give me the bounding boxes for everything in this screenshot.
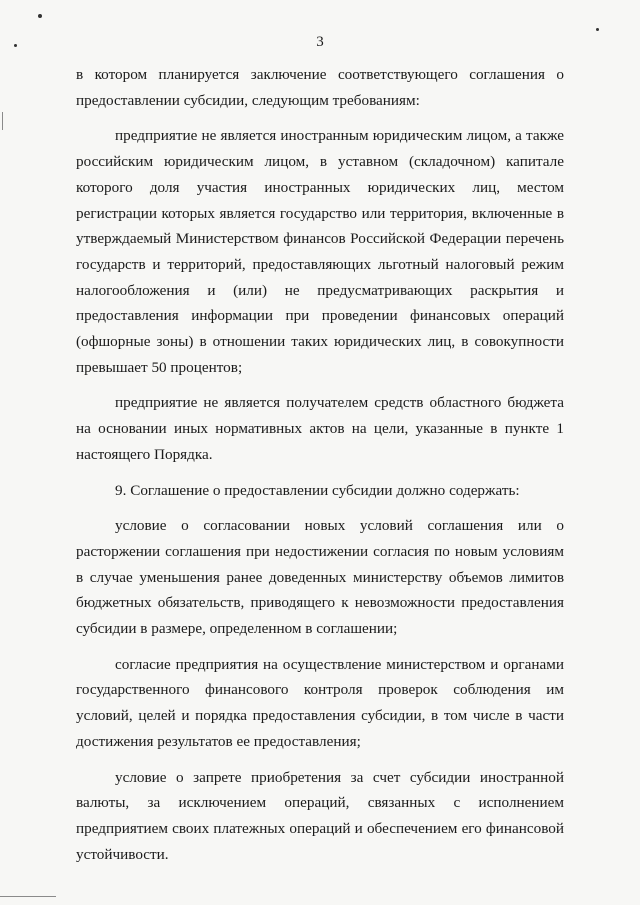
page-number: 3	[316, 34, 324, 50]
paragraph-foreign-entity-requirement: предприятие не является иностранным юридическим лицом, а также российским юридическим лицом, в уставном (складочном) капитале которого доля участия иностранных юридических лиц, местом регистрации которых является государство или территория, включенные в утверждаемый Министерством финансов Российской Федерации перечень государств и территорий, предоставляющих льготный налоговый режим налогообложения и (или) не предусматривающих раскрытия и предоставления информации при проведении финансовых операций (офшорные зоны) в отношении таких юридических лиц, в совокупности превышает 50 процентов;	[76, 127, 564, 376]
scan-speck	[596, 28, 599, 31]
document-body	[76, 62, 564, 877]
scan-speck	[14, 44, 17, 47]
paragraph-section-9-heading: 9. Соглашение о предоставлении субсидии должно содержать:	[115, 481, 520, 499]
scan-edge-mark	[2, 112, 3, 130]
paragraph-foreign-currency-prohibition: условие о запрете приобретения за счет субсидии иностранной валюты, за исключением операций, связанных с исполнением предприятием своих платежных операций и обеспечением его финансовой устойчивости.	[76, 768, 564, 863]
paragraph-continuation: в котором планируется заключение соответствующего соглашения о предоставлении субсидии, следующим требованиям:	[76, 66, 564, 109]
paragraph-budget-recipient-requirement: предприятие не является получателем средств областного бюджета на основании иных нормативных актов на цели, указанные в пункте 1 настоящего Порядка.	[76, 394, 564, 463]
scan-speck	[38, 14, 42, 18]
paragraph-consent-to-inspections: согласие предприятия на осуществление министерством и органами государственного финансового контроля проверок соблюдения им условий, целей и порядка предоставления субсидии, в том числе в части достижения результатов ее предоставления;	[76, 655, 564, 750]
paragraph-condition-renegotiation: условие о согласовании новых условий соглашения или о расторжении соглашения при недостижении согласия по новым условиям в случае уменьшения ранее доведенных министерству объемов лимитов бюджетных обязательств, приводящего к невозможности предоставления субсидии в размере, определенном в соглашении;	[76, 517, 564, 638]
scan-edge-mark	[0, 896, 56, 897]
